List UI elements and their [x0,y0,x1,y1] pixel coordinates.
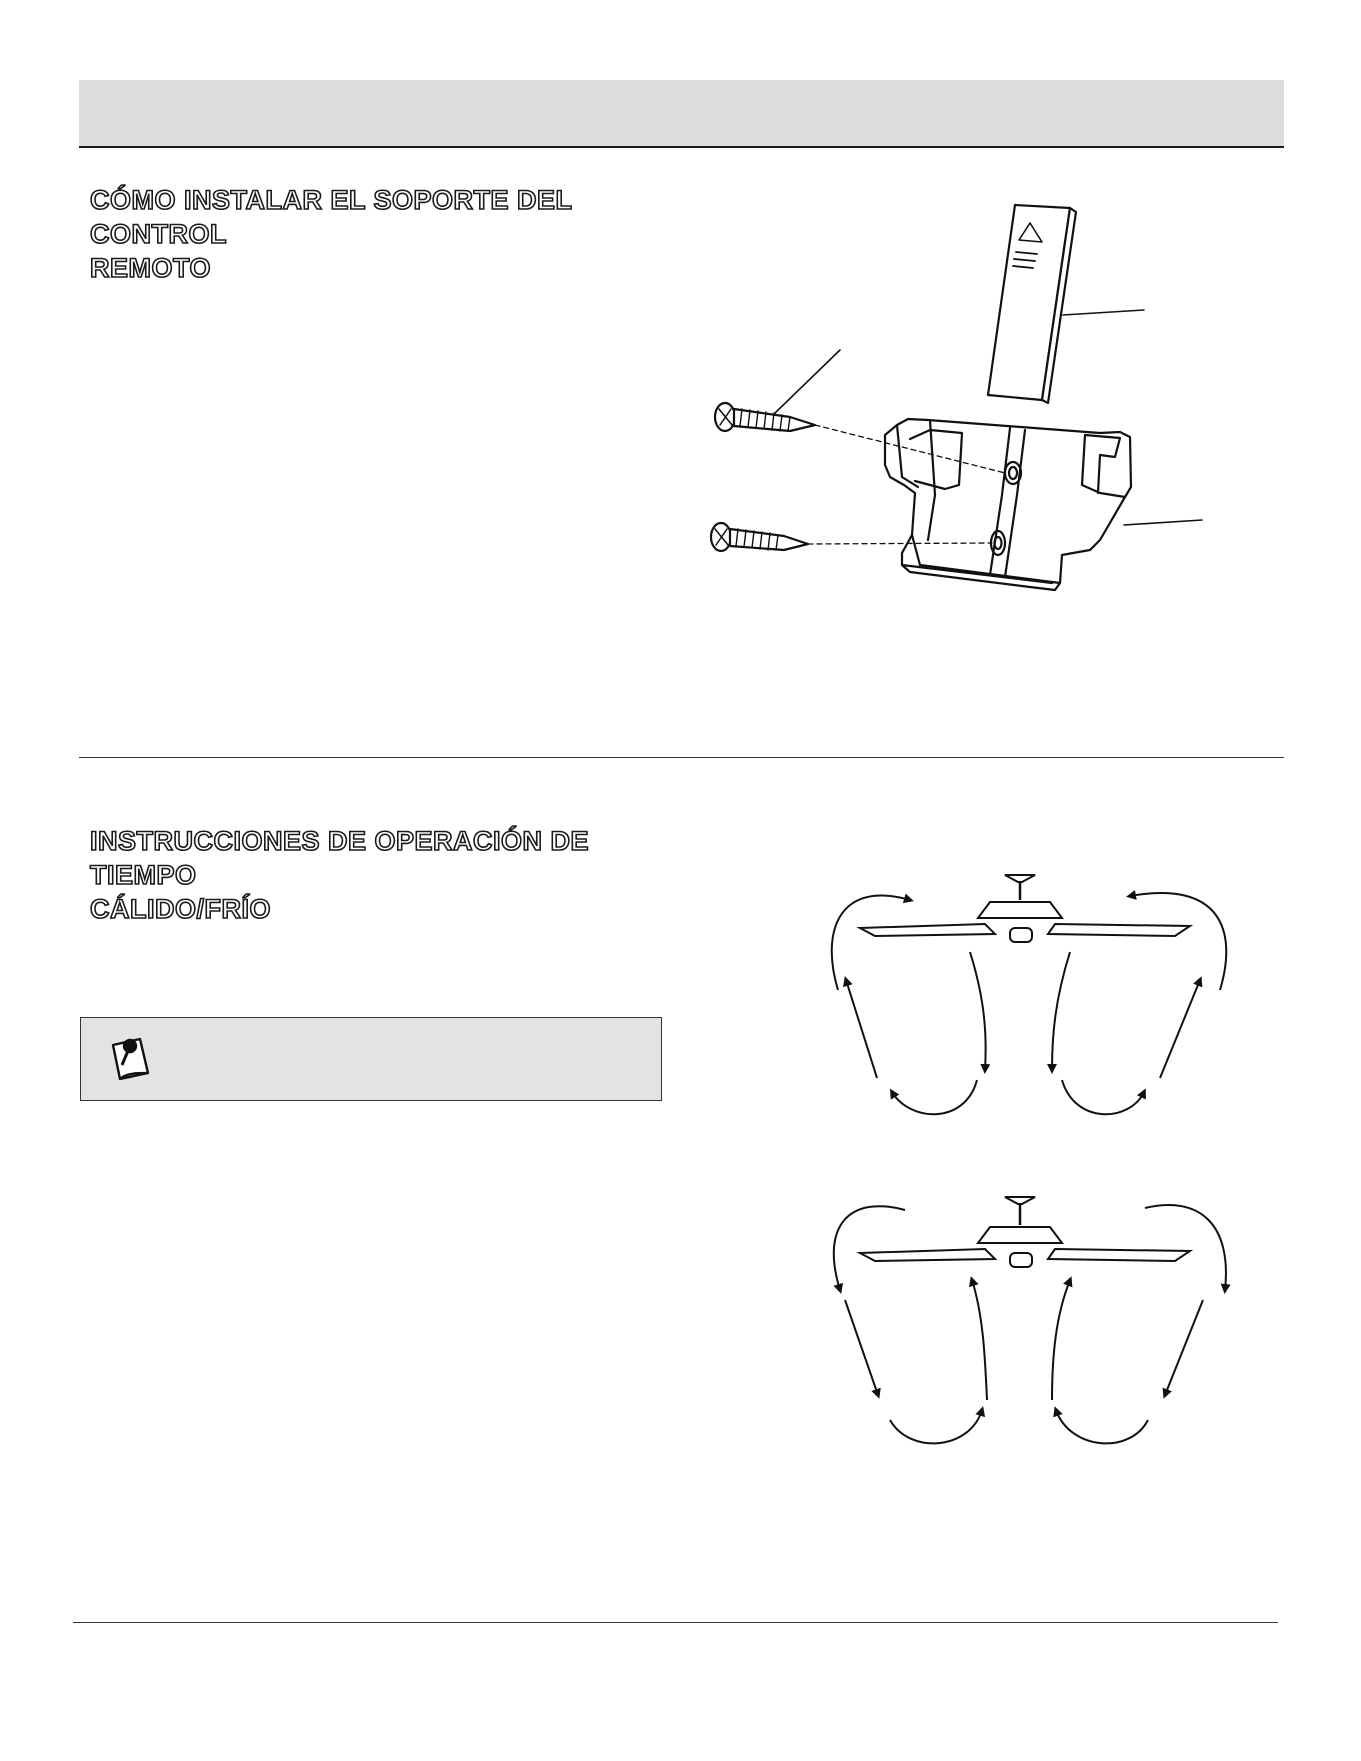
section-title-weather-operation [90,824,670,926]
screw-part-top [715,403,815,431]
note-box [80,1017,662,1101]
section-title-remote-bracket [90,183,670,285]
remote-control-part [988,205,1076,403]
footer-divider [73,1622,1278,1623]
screw-part-bottom [711,523,808,551]
fan-airflow-summer-illustration [800,860,1260,1140]
section-title-line-1: INSTRUCCIONES DE OPERACIÓN DE TIEMPO [90,826,590,890]
note-pin-icon [108,1033,158,1083]
fan-airflow-winter-illustration [800,1185,1260,1465]
section-title-line-1: CÓMO INSTALAR EL SOPORTE DEL CONTROL [90,185,573,249]
section-title-line-2: REMOTO [90,253,212,283]
bracket-part [885,419,1131,590]
section-divider [79,757,1284,758]
section-title-line-2: CÁLIDO/FRÍO [90,894,271,924]
header-band [79,80,1284,148]
remote-bracket-illustration [680,195,1220,675]
